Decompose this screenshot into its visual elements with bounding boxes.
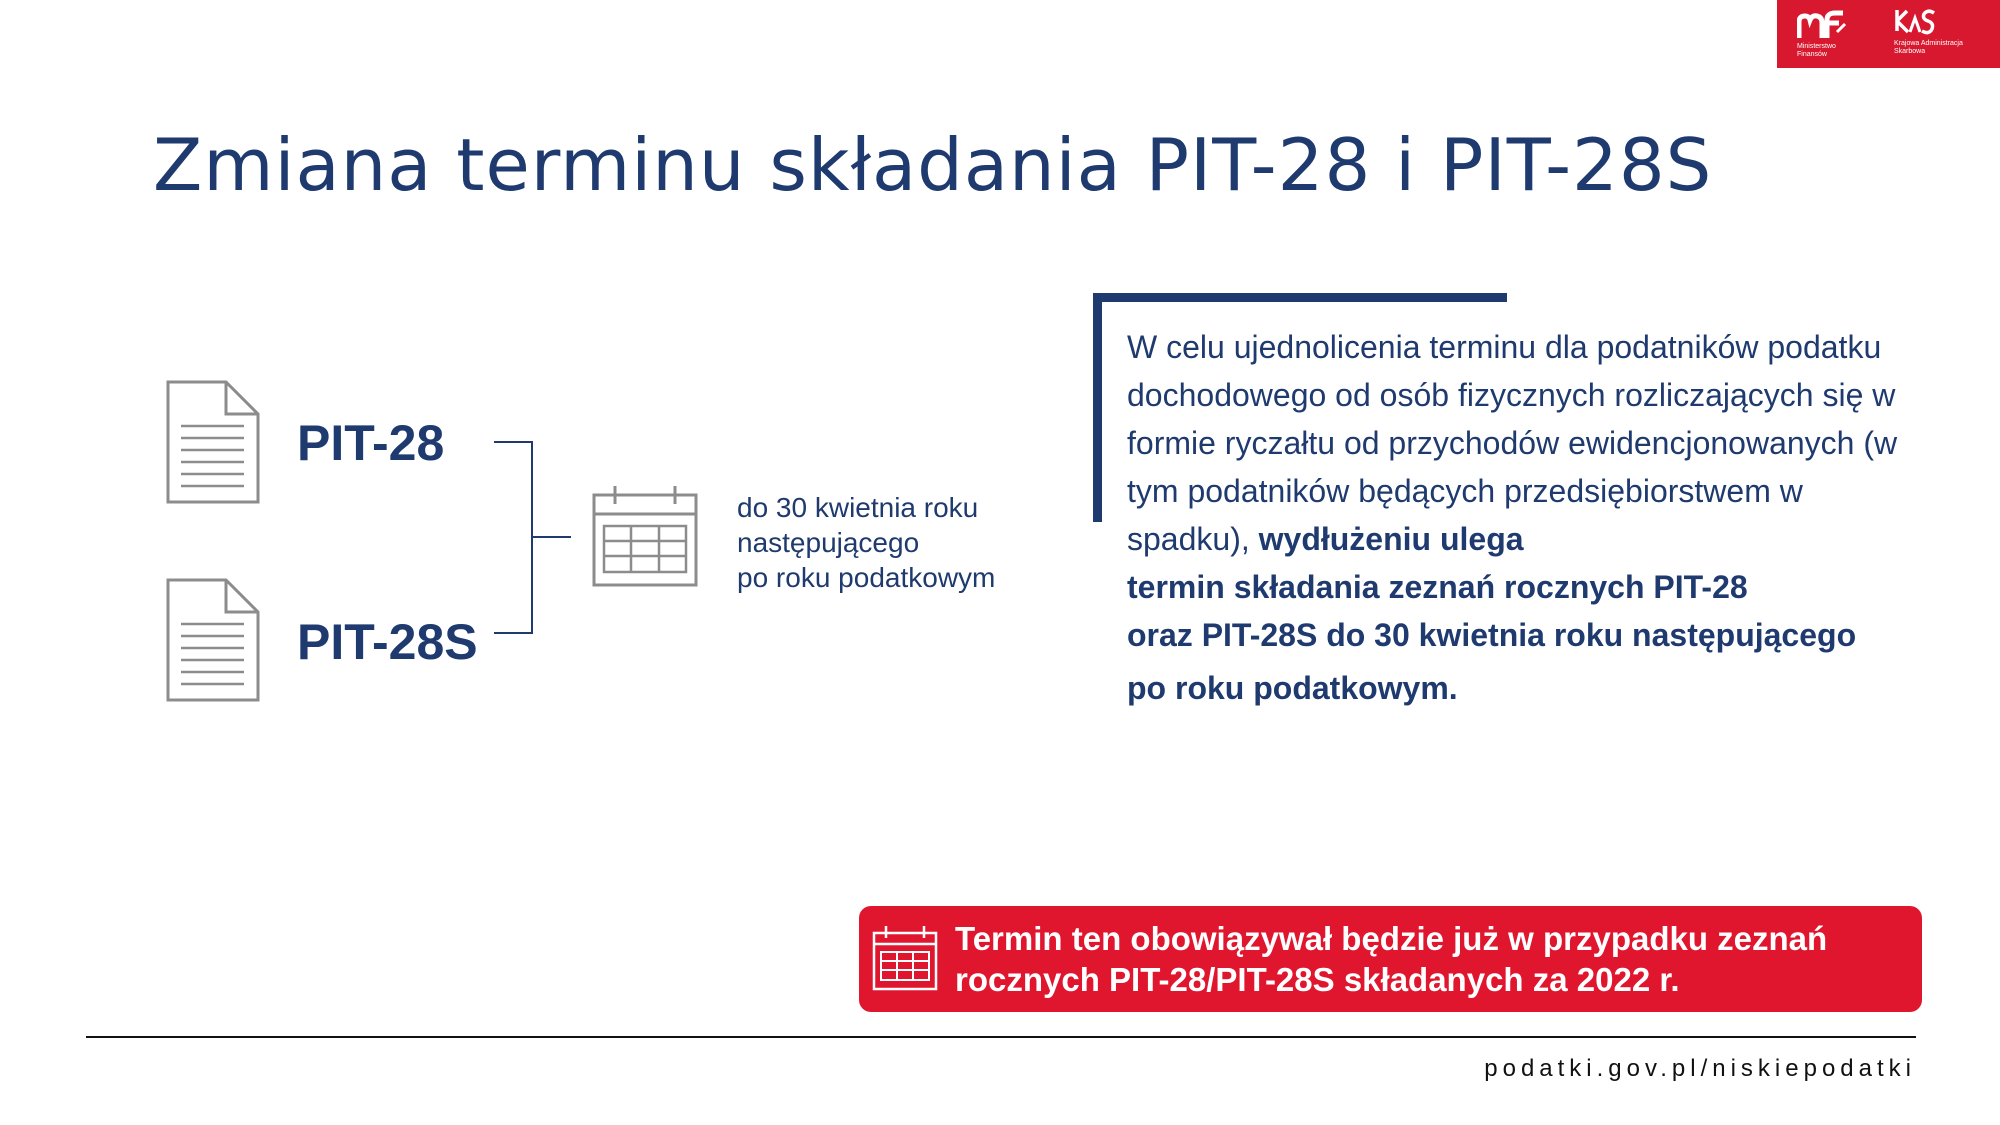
description-bold: wydłużeniu ulega <box>1258 521 1524 557</box>
form-label-pit28: PIT-28 <box>297 415 445 471</box>
kas-logo-caption: Krajowa Administracja Skarbowa <box>1894 40 1963 55</box>
deadline-line: do 30 kwietnia roku <box>737 492 979 523</box>
notice-line: rocznych PIT-28/PIT-28S składanych za 2022 r. <box>955 961 1680 998</box>
bracket-connector <box>492 440 572 635</box>
description-bold: po roku podatkowym. <box>1127 670 1458 706</box>
page-title: Zmiana terminu składania PIT-28 i PIT-28S <box>153 123 1713 207</box>
kas-logo[interactable] <box>1894 7 1992 62</box>
mf-logo[interactable] <box>1797 10 1877 62</box>
calendar-icon <box>872 925 938 991</box>
description-text <box>1127 323 1927 717</box>
form-label-pit28s: PIT-28S <box>297 614 478 670</box>
description-bold: oraz PIT-28S do 30 kwietnia roku następującego <box>1127 617 1857 653</box>
mf-logo-caption: Ministerstwo Finansów <box>1797 43 1836 58</box>
deadline-line: następującego <box>737 527 920 558</box>
description-bold: termin składania zeznań rocznych PIT-28 <box>1127 569 1748 605</box>
mf-logo-mark <box>1797 10 1847 42</box>
notice-text <box>955 918 1905 1000</box>
deadline-text <box>737 490 1057 595</box>
notice-line: Termin ten obowiązywał będzie już w przypadku zeznań <box>955 920 1828 957</box>
header-logos <box>1777 0 2000 68</box>
footer-divider <box>86 1036 1916 1038</box>
footer-url-link[interactable]: podatki.gov.pl/niskiepodatki <box>1484 1055 1916 1082</box>
notice-banner <box>859 906 1922 1012</box>
document-icon <box>166 578 260 702</box>
document-icon <box>166 380 260 504</box>
deadline-line: po roku podatkowym <box>737 562 996 593</box>
kas-logo-mark <box>1894 7 1938 41</box>
calendar-icon <box>591 484 699 588</box>
description-regular: W celu ujednolicenia terminu dla podatników podatku dochodowego od osób fizycznych rozliczających się w formie ryczałtu od przychodów ewidencjonowanych (w tym podatników będących przedsiębiorstwem w spadku), <box>1127 329 1898 557</box>
